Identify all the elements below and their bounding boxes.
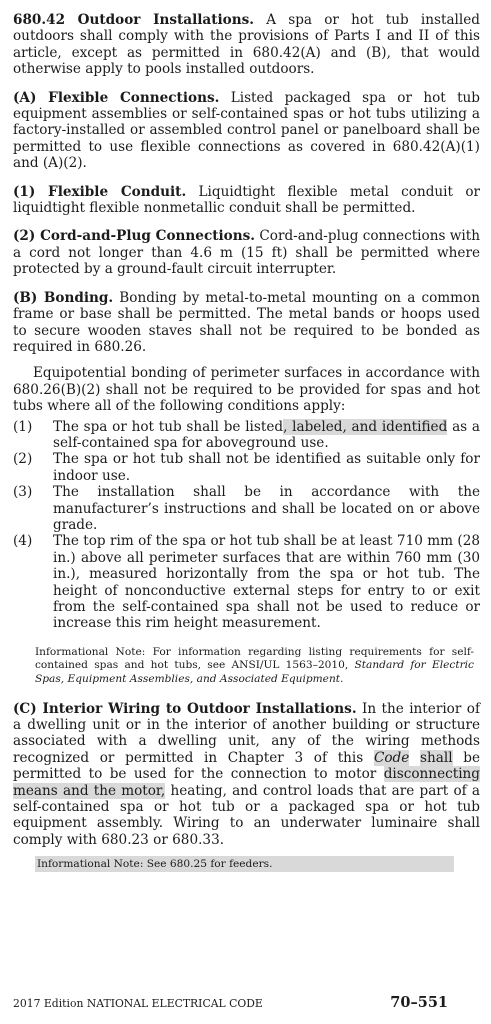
list-text: as a self-contained spa for aboveground use. [53, 418, 481, 451]
subsection-body: In the interior of a dwelling unit or in the interior of another building or structure associated with a dwelling unit, any of the wiring methods recognized or permitted in Chapter 3 of this [13, 700, 480, 766]
subsection-body: Bonding by metal-to-metal mounting on a common frame or base shall be permitted. The metal bands or hoops used to secure wooden staves shall not be required to be bonded as required in 680.26. [13, 289, 480, 355]
item-heading: (2) Cord-and-Plug Connections. [13, 228, 256, 245]
list-text: The spa or hot tub shall be listed [53, 418, 284, 435]
subsection-heading: (B) Bonding. [13, 289, 114, 306]
page-number: 70–551 [390, 994, 448, 1011]
list-item [13, 533, 480, 631]
edition-label: 2017 Edition NATIONAL ELECTRICAL CODE [13, 997, 263, 1010]
subsection-body: Listed packaged spa or hot tub equipment assemblies or self-contained spas or hot tubs utilizing a factory-installed or assembled control panel or panelboard shall be permitted to use flexible connections as covered in 680.42(A)(1) and (A)(2). [13, 89, 480, 172]
informational-note-feeders: Informational Note: See 680.25 for feeders. [35, 856, 454, 872]
standard-title: Standard for Electric Spas, Equipment Assemblies, and Associated Equipment [35, 659, 474, 685]
subsection-heading: (C) Interior Wiring to Outdoor Installations. [13, 700, 357, 717]
list-number: (1) [13, 418, 33, 435]
subsection-b [13, 290, 480, 356]
item-heading: (1) Flexible Conduit. [13, 183, 187, 200]
note-text: . [340, 673, 344, 685]
list-text: The installation shall be in accordance with the manufacturer’s instructions and shall be located on or above grade. [53, 484, 480, 533]
highlighted-text: shall [420, 749, 453, 766]
conditions-list [13, 419, 480, 632]
page-footer [13, 994, 478, 1014]
list-text: The top rim of the spa or hot tub shall be at least 710 mm (28 in.) above all perimeter surfaces that are within 760 mm (30 in.), measured horizontally from the spa or hot tub. The height of nonconductive external steps for entry to or exit from the self-contained spa shall not be used to reduce or increase this rim height measurement. [53, 533, 480, 632]
section-680-42 [13, 12, 480, 78]
list-item [13, 451, 480, 484]
highlighted-text: , labeled, and identified [283, 418, 448, 435]
note-text: Informational Note: For information regarding listing requirements for self-contained spas and hot tubs, see ANSI/UL 1563–2010, [35, 645, 474, 672]
code-term: Code [373, 749, 410, 766]
item-body: Liquidtight flexible metal conduit or liquidtight flexible nonmetallic conduit shall be permitted. [13, 183, 480, 217]
item-a1 [13, 184, 480, 217]
page-content [13, 12, 480, 872]
item-a2 [13, 228, 480, 277]
subsection-body: be permitted to be used for the connection to motor [13, 749, 480, 783]
item-body: Cord-and-plug connections with a cord not longer than 4.6 m (15 ft) shall be permitted where protected by a ground-fault circuit interrupter. [13, 228, 480, 278]
list-number: (2) [13, 451, 33, 468]
list-text: The spa or hot tub shall not be identified as suitable only for indoor use. [53, 451, 480, 484]
bonding-paragraph: Equipotential bonding of perimeter surfaces in accordance with 680.26(B)(2) shall not be required to be provided for spas and hot tubs where all of the following conditions apply: [13, 365, 480, 415]
section-heading: 680.42 Outdoor Installations. [13, 12, 254, 28]
subsection-c [13, 701, 480, 849]
subsection-a [13, 90, 480, 172]
list-number: (4) [13, 533, 33, 550]
highlighted-text: disconnecting means and the motor, [13, 766, 480, 799]
section-body: A spa or hot tub installed outdoors shall comply with the provisions of Parts I and II of this article, except as permitted in 680.42(A) and (B), that would otherwise apply to pools installed outdoors. [13, 12, 480, 78]
subsection-heading: (A) Flexible Connections. [13, 89, 220, 106]
list-item [13, 419, 480, 452]
list-item [13, 484, 480, 533]
subsection-body: heating, and control loads that are part of a self-contained spa or hot tub or a packaged spa or hot tub equipment assembly. Wiring to an underwater luminaire shall comply with 680.23 or 680.33. [13, 782, 480, 848]
informational-note-listing [35, 646, 474, 687]
list-number: (3) [13, 484, 33, 501]
